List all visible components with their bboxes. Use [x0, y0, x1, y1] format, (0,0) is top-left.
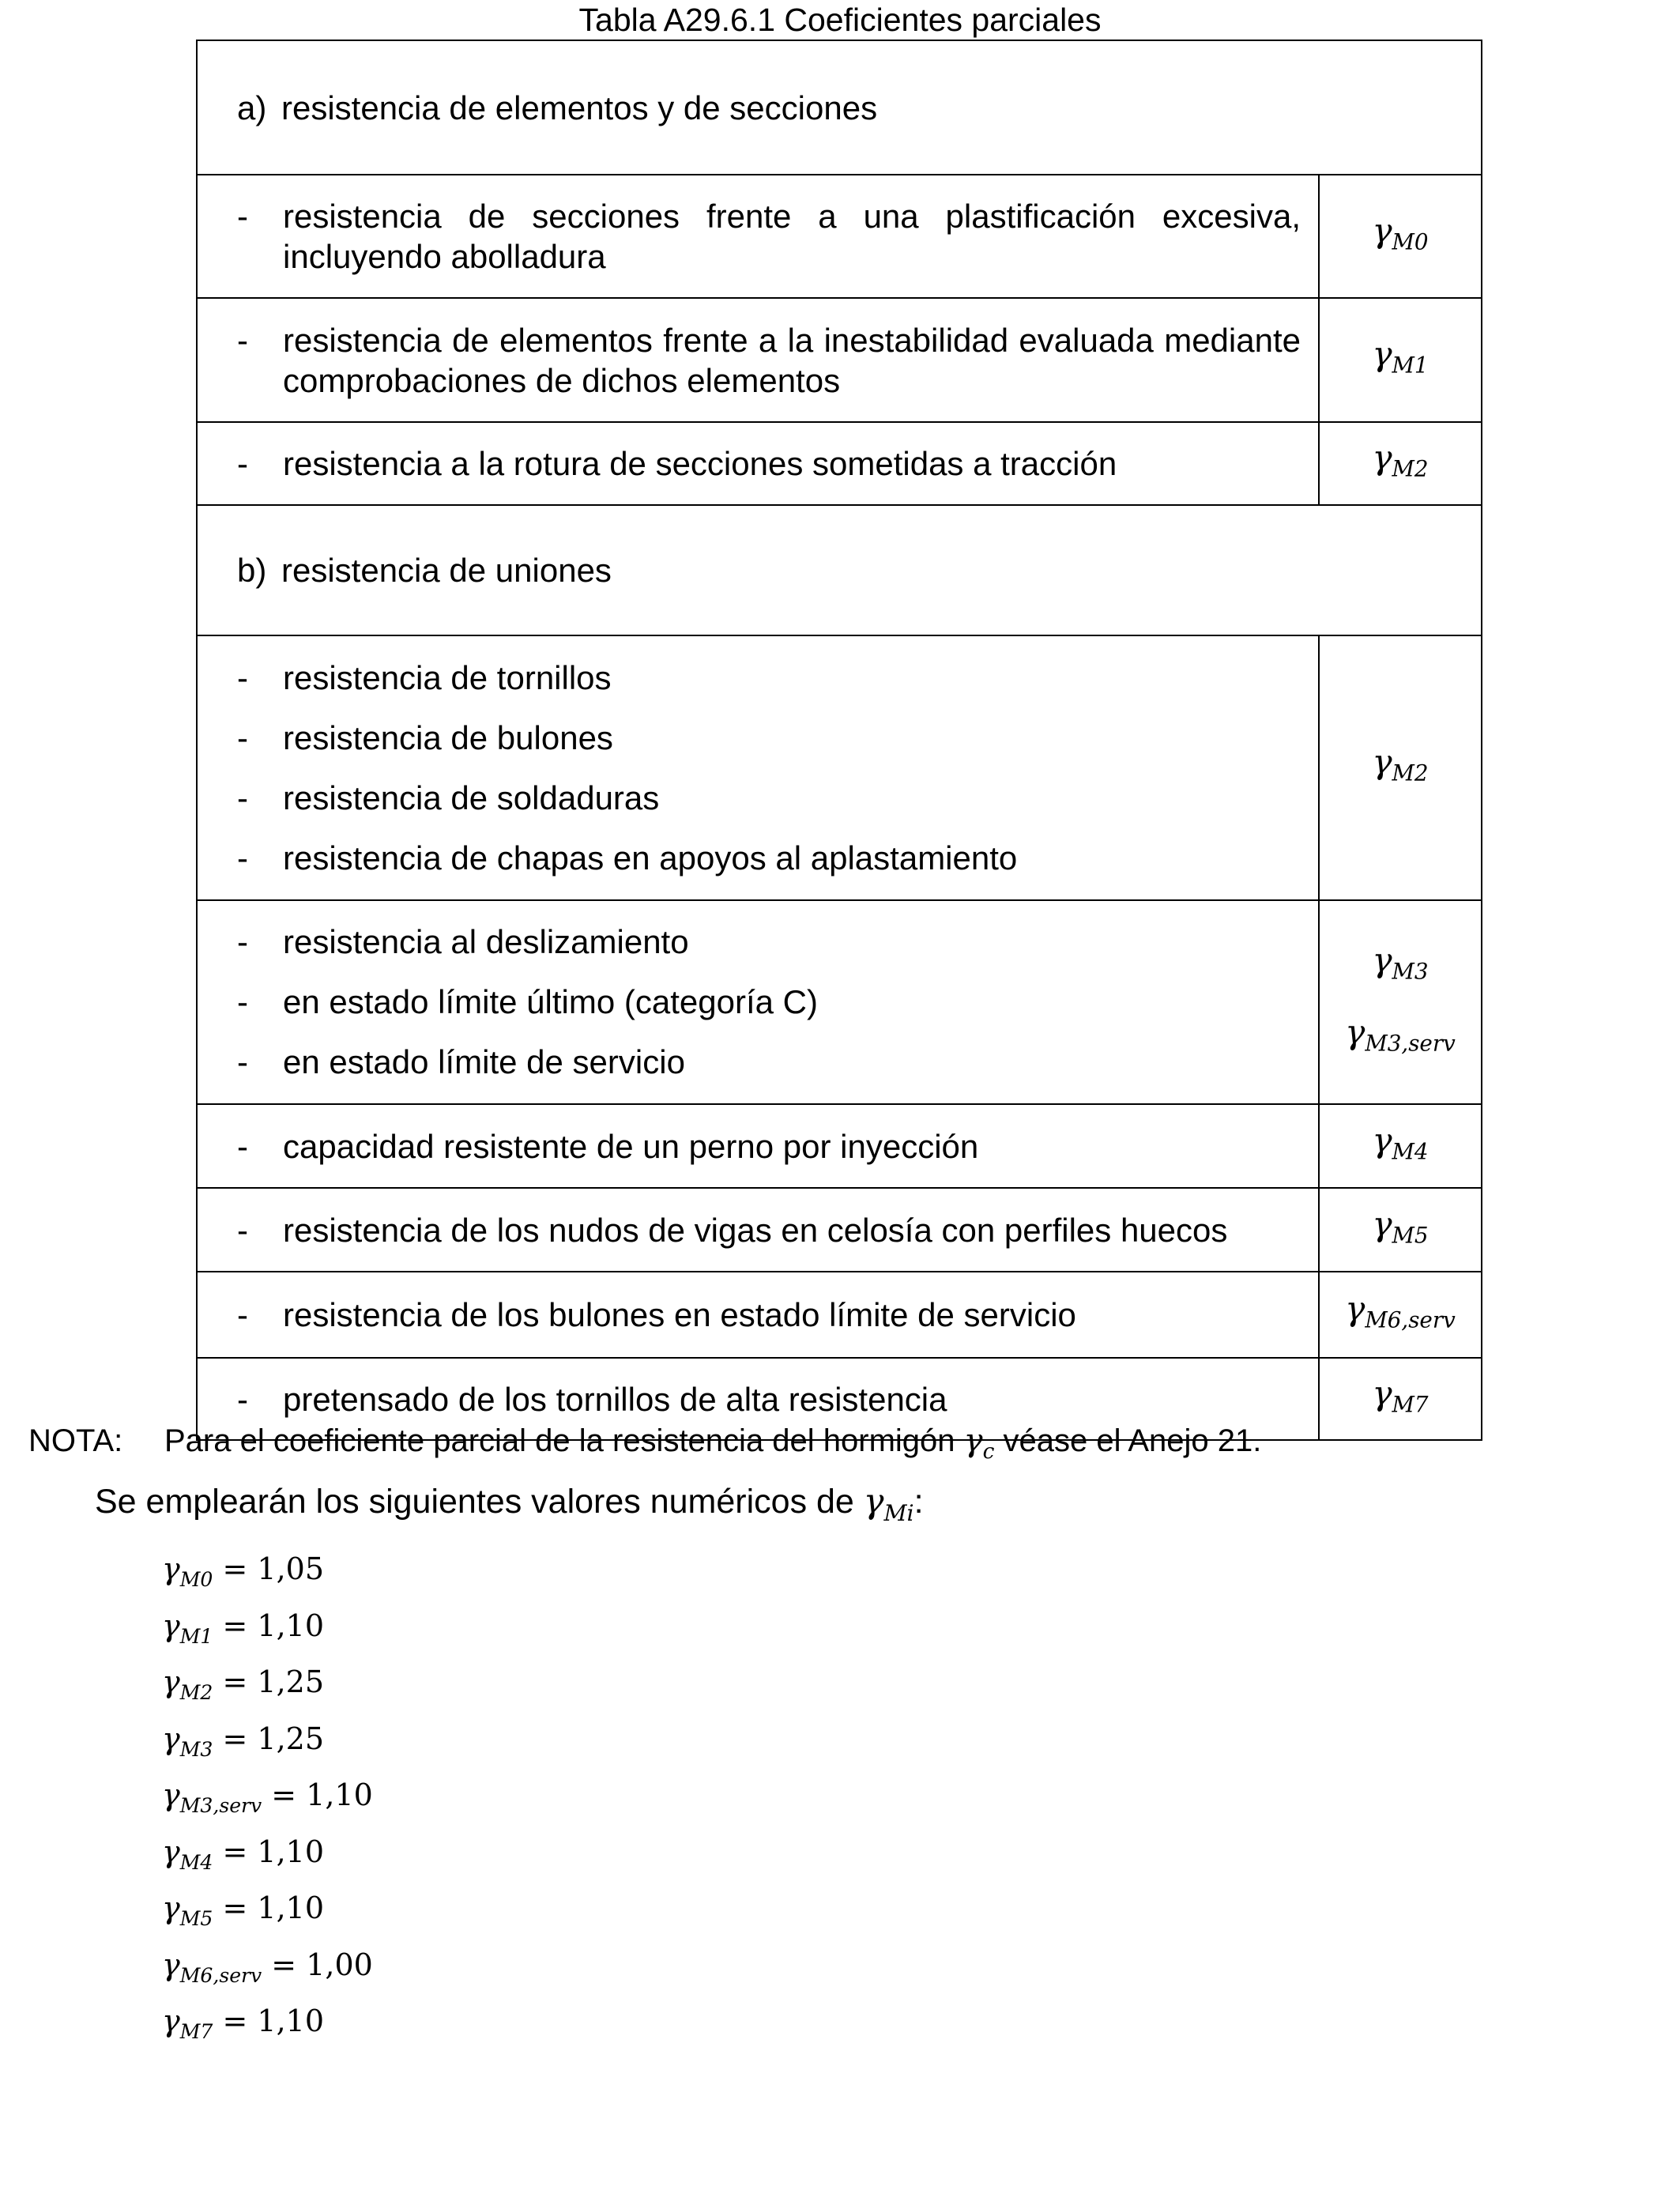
- section-title: resistencia de uniones: [281, 552, 612, 589]
- table-row: [197, 1104, 1482, 1188]
- item-text: pretensado de los tornillos de alta resistencia: [283, 1380, 947, 1418]
- item-text: resistencia de tornillos: [283, 658, 612, 696]
- row-description: [197, 1104, 1319, 1188]
- gamma-symbol: $\gamma_{M2}$: [162, 1664, 213, 1704]
- row-description: [197, 175, 1319, 298]
- value-equation: [162, 1711, 373, 1768]
- coefficient-symbol: [1319, 1188, 1482, 1272]
- list-item: [198, 972, 1318, 1032]
- coefficient-value: 1,10: [257, 1608, 324, 1643]
- table-row: [197, 422, 1482, 505]
- coefficient-symbol: [1319, 298, 1482, 422]
- section-title: resistencia de elementos y de secciones: [281, 89, 878, 126]
- item-text: resistencia de chapas en apoyos al aplastamiento: [283, 839, 1018, 876]
- value-equation: [162, 1598, 373, 1655]
- section-header-a: [197, 40, 1482, 175]
- item-text: resistencia de soldaduras: [283, 778, 660, 816]
- list-item: [198, 1032, 1318, 1092]
- gamma-symbol: $\gamma_{M0}$: [1372, 210, 1429, 255]
- coefficient-value: 1,10: [257, 2004, 324, 2038]
- gamma-symbol: $\gamma_{M4}$: [1372, 1120, 1429, 1165]
- dash-marker: -: [237, 1127, 248, 1165]
- values-intro: Se emplearán los siguientes valores numéricos de $\gamma_{Mi}$:: [95, 1482, 924, 1526]
- coefficient-value: 1,10: [257, 1834, 324, 1869]
- row-description: [197, 900, 1319, 1104]
- partial-coefficients-table: [196, 40, 1482, 1441]
- dash-marker: -: [237, 1211, 248, 1249]
- value-equation: [162, 1937, 373, 1994]
- gamma-symbol: $\gamma_{M5}$: [1372, 1204, 1429, 1249]
- dash-marker: -: [237, 778, 248, 816]
- equals-sign: =: [222, 2004, 248, 2038]
- coefficient-symbol: [1319, 635, 1482, 900]
- coefficient-value: 1,25: [257, 1664, 324, 1699]
- list-item: [198, 708, 1318, 768]
- dash-marker: -: [237, 923, 248, 960]
- gamma-symbol: $\gamma_{M3,serv}$: [1345, 1012, 1456, 1057]
- coefficient-value: 1,25: [257, 1721, 324, 1756]
- coefficient-symbol: [1319, 175, 1482, 298]
- table-caption: Tabla A29.6.1 Coeficientes parciales: [578, 2, 1102, 38]
- dash-marker: -: [237, 445, 248, 482]
- dash-marker: -: [237, 198, 248, 235]
- item-text: resistencia de bulones: [283, 718, 613, 756]
- section-letter: a): [237, 89, 267, 126]
- value-equation: [162, 1767, 373, 1824]
- equals-sign: =: [222, 1834, 248, 1869]
- gamma-symbol: $\gamma_{M0}$: [162, 1551, 213, 1591]
- gamma-symbol: $\gamma_{M3}$: [162, 1721, 213, 1761]
- list-item: [198, 768, 1318, 828]
- gamma-symbol: $\gamma_{M7}$: [1372, 1373, 1429, 1418]
- coefficient-symbol: [1319, 1272, 1482, 1358]
- item-text: resistencia a la rotura de secciones sometidas a tracción: [283, 445, 1117, 482]
- item-text: resistencia de los bulones en estado límite de servicio: [283, 1296, 1076, 1333]
- dash-marker: -: [237, 839, 248, 876]
- coefficient-value: 1,05: [257, 1551, 324, 1586]
- coefficient-value: 1,10: [257, 1891, 324, 1925]
- list-item: [198, 648, 1318, 708]
- list-item: [198, 443, 1318, 484]
- gamma-symbol: $\gamma_{M3}$: [1372, 941, 1429, 985]
- section-row-b: [197, 505, 1482, 635]
- value-equation: [162, 1993, 373, 2050]
- gamma-symbol: $\gamma_{M5}$: [162, 1891, 213, 1930]
- gamma-symbol: $\gamma_{M6,serv}$: [1345, 1289, 1456, 1333]
- value-equation: [162, 1541, 373, 1598]
- row-description: [197, 635, 1319, 900]
- values-intro-symbol: $\gamma_{Mi}$: [863, 1482, 914, 1526]
- section-row-a: [197, 40, 1482, 175]
- equals-sign: =: [222, 1551, 248, 1586]
- gamma-symbol: $\gamma_{M4}$: [162, 1834, 213, 1874]
- gamma-symbol: $\gamma_{M3,serv}$: [162, 1777, 262, 1817]
- dash-marker: -: [237, 1380, 248, 1418]
- section-letter: b): [237, 552, 267, 589]
- value-equation: [162, 1654, 373, 1711]
- nota-text-after: véase el Anejo 21.: [994, 1423, 1262, 1458]
- item-text: resistencia al deslizamiento: [283, 923, 689, 960]
- equals-sign: =: [222, 1664, 248, 1699]
- item-text: capacidad resistente de un perno por inyección: [283, 1127, 979, 1165]
- dash-marker: -: [237, 321, 248, 359]
- dash-marker: -: [237, 1043, 248, 1080]
- coefficient-symbol: [1319, 1104, 1482, 1188]
- equals-sign: =: [222, 1608, 248, 1643]
- table-row: [197, 1272, 1482, 1358]
- dash-marker: -: [237, 658, 248, 696]
- list-item: [198, 912, 1318, 972]
- list-item: [198, 1379, 1318, 1419]
- list-item: [198, 320, 1318, 401]
- table-row: [197, 900, 1482, 1104]
- value-equation: [162, 1824, 373, 1881]
- gamma-symbol: $\gamma_{M6,serv}$: [162, 1947, 262, 1987]
- dash-marker: -: [237, 718, 248, 756]
- values-list: [162, 1541, 373, 2050]
- gamma-symbol: $\gamma_{M2}$: [1372, 742, 1429, 786]
- list-item: [198, 828, 1318, 888]
- gamma-symbol: $\gamma_{M7}$: [162, 2004, 213, 2043]
- nota-paragraph: [28, 1423, 1261, 1464]
- nota-label: NOTA:: [28, 1423, 123, 1458]
- row-description: [197, 422, 1319, 505]
- item-text: resistencia de secciones frente a una plastificación excesiva, incluyendo abolladura: [283, 198, 1301, 275]
- section-header-b: [197, 505, 1482, 635]
- coefficient-symbol: [1319, 1358, 1482, 1440]
- dash-marker: -: [237, 1296, 248, 1333]
- row-description: [197, 298, 1319, 422]
- list-item: [198, 196, 1318, 277]
- table-row: [197, 175, 1482, 298]
- coefficient-value: 1,00: [306, 1947, 373, 1982]
- table-row: [197, 635, 1482, 900]
- row-description: [197, 1272, 1319, 1358]
- nota-symbol: $\gamma_c$: [963, 1423, 995, 1465]
- table-row: [197, 298, 1482, 422]
- coefficient-value: 1,10: [306, 1777, 373, 1812]
- equals-sign: =: [271, 1777, 297, 1812]
- table-row: [197, 1188, 1482, 1272]
- equals-sign: =: [222, 1721, 248, 1756]
- gamma-symbol: $\gamma_{M1}$: [162, 1608, 213, 1648]
- value-equation: [162, 1880, 373, 1937]
- item-text: en estado límite último (categoría C): [283, 983, 818, 1020]
- item-text: resistencia de los nudos de vigas en celosía con perfiles huecos: [283, 1211, 1228, 1249]
- item-text: resistencia de elementos frente a la inestabilidad evaluada mediante comprobaciones de dichos elementos: [283, 321, 1301, 399]
- list-item: [198, 1295, 1318, 1335]
- dash-marker: -: [237, 983, 248, 1020]
- gamma-symbol: $\gamma_{M1}$: [1372, 334, 1429, 379]
- equals-sign: =: [271, 1947, 297, 1982]
- values-intro-text: Se emplearán los siguientes valores numéricos de: [95, 1483, 864, 1521]
- coefficient-symbol: [1319, 422, 1482, 505]
- row-description: [197, 1188, 1319, 1272]
- list-item: [198, 1210, 1318, 1250]
- list-item: [198, 1126, 1318, 1167]
- item-text: en estado límite de servicio: [283, 1043, 685, 1080]
- gamma-symbol: $\gamma_{M2}$: [1372, 438, 1429, 482]
- equals-sign: =: [222, 1891, 248, 1925]
- nota-text-before: Para el coeficiente parcial de la resistencia del hormigón: [164, 1423, 964, 1458]
- coefficient-symbol: [1319, 900, 1482, 1104]
